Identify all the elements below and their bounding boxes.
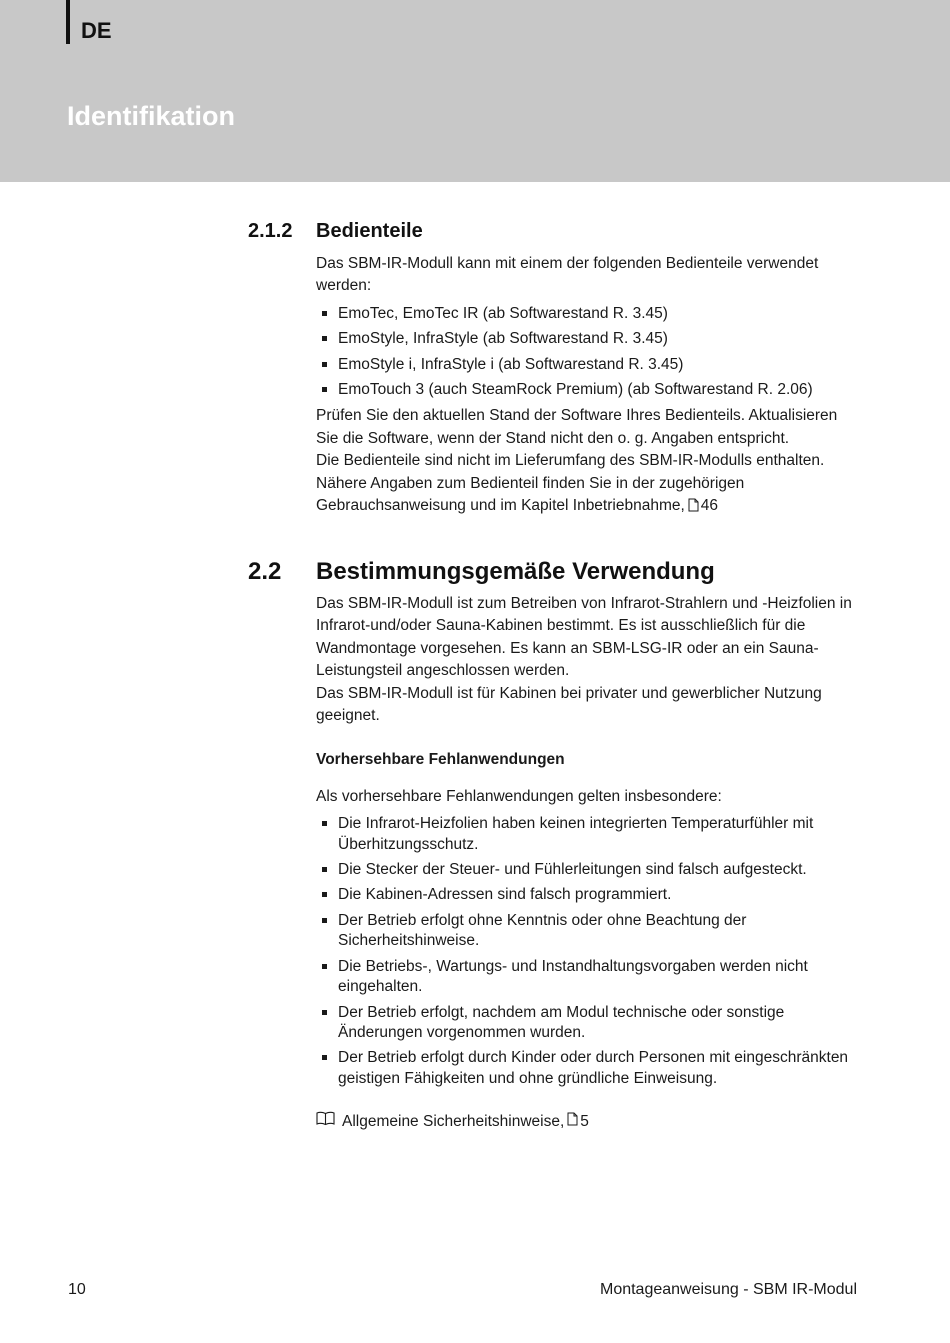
reference-page: 5 [580,1113,589,1131]
list-item: EmoStyle i, InfraStyle i (ab Softwarestand R. 3.45) [316,355,863,375]
section-bedienteile [248,220,863,519]
list-item: Der Betrieb erfolgt ohne Kenntnis oder ohne Beachtung der Sicherheitshinweise. [316,911,863,952]
bullet-icon [322,892,327,897]
list-item: Der Betrieb erfolgt, nachdem am Modul technische oder sonstige Änderungen vorgenommen wurden. [316,1003,863,1044]
misuse-intro: Als vorhersehbare Fehlanwendungen gelten insbesondere: [316,787,722,805]
section-heading [248,220,863,250]
page-reference[interactable]: 46 [700,497,719,515]
page-icon [567,1111,578,1133]
control-panel-list [316,304,863,401]
page-icon [688,497,699,519]
bullet-icon [322,918,327,923]
chapter-title: Identifikation [67,101,235,131]
language-marker-bar [66,0,70,44]
section-body [316,593,863,1134]
section-title: Bedienteile [316,220,423,242]
list-item: Die Infrarot-Heizfolien haben keinen integrierten Temperaturfühler mit Überhitzungsschutz. [316,814,863,855]
reference-text: Allgemeine Sicherheitshinweise, [342,1113,565,1131]
further-info-paragraph: Nähere Angaben zum Bedienteil finden Sie in der zugehörigen Gebrauchsanweisung und im Kapitel Inbetriebnahme, 46 [316,473,863,520]
section-number: 2.2 [248,558,282,585]
page-number: 10 [68,1281,86,1298]
misuse-list [316,814,863,1089]
section-body [316,253,863,519]
bullet-icon [322,336,327,341]
bullet-icon [322,964,327,969]
bullet-icon [322,1055,327,1060]
intended-use-paragraph: Das SBM-IR-Modull ist zum Betreiben von Infrarot-Strahlern und -Heizfolien in Infrarot-und/oder Sauna-Kabinen bestimmt. Es ist ausschließlich für die Wandmontage vorgesehen. Es kann an SBM-LSG-IR oder an ein Sauna-Leistungsteil angeschlossen werden. [316,595,852,680]
safety-reference[interactable] [316,1111,863,1133]
bullet-icon [322,387,327,392]
language-code: DE [81,18,112,43]
bullet-icon [322,311,327,316]
list-item: EmoTec, EmoTec IR (ab Softwarestand R. 3.45) [316,304,863,324]
list-item: Die Betriebs-, Wartungs- und Instandhaltungsvorgaben werden nicht eingehalten. [316,957,863,998]
header-band [0,0,950,182]
intro-paragraph: Das SBM-IR-Modull kann mit einem der folgenden Bedienteile verwendet werden: [316,255,819,295]
subheading-misuse: Vorhersehbare Fehlanwendungen [316,751,565,769]
bullet-icon [322,867,327,872]
bullet-icon [322,1010,327,1015]
bullet-icon [322,821,327,826]
book-icon [316,1111,335,1133]
usage-type-paragraph: Das SBM-IR-Modull ist für Kabinen bei privater und gewerblicher Nutzung geeignet. [316,684,822,725]
section-heading [248,558,863,588]
section-number: 2.1.2 [248,220,293,242]
software-check-paragraph: Prüfen Sie den aktuellen Stand der Software Ihres Bedienteils. Aktualisieren Sie die Software, wenn der Stand nicht den o. g. Angaben entspricht. [316,407,838,447]
list-item: EmoTouch 3 (auch SteamRock Premium) (ab Softwarestand R. 2.06) [316,380,863,400]
bullet-icon [322,362,327,367]
section-intended-use [248,558,863,1134]
delivery-scope-paragraph: Die Bedienteile sind nicht im Lieferumfang des SBM-IR-Modulls enthalten. [316,452,825,470]
document-title: Montageanweisung - SBM IR-Modul [599,1281,857,1298]
list-item: Der Betrieb erfolgt durch Kinder oder durch Personen mit eingeschränkten geistigen Fähigkeiten und ohne gründliche Einweisung. [316,1048,863,1089]
list-item: EmoStyle, InfraStyle (ab Softwarestand R. 3.45) [316,329,863,349]
list-item: Die Stecker der Steuer- und Fühlerleitungen sind falsch aufgesteckt. [316,860,863,880]
list-item: Die Kabinen-Adressen sind falsch programmiert. [316,885,863,905]
section-title: Bestimmungsgemäße Verwendung [316,558,715,585]
